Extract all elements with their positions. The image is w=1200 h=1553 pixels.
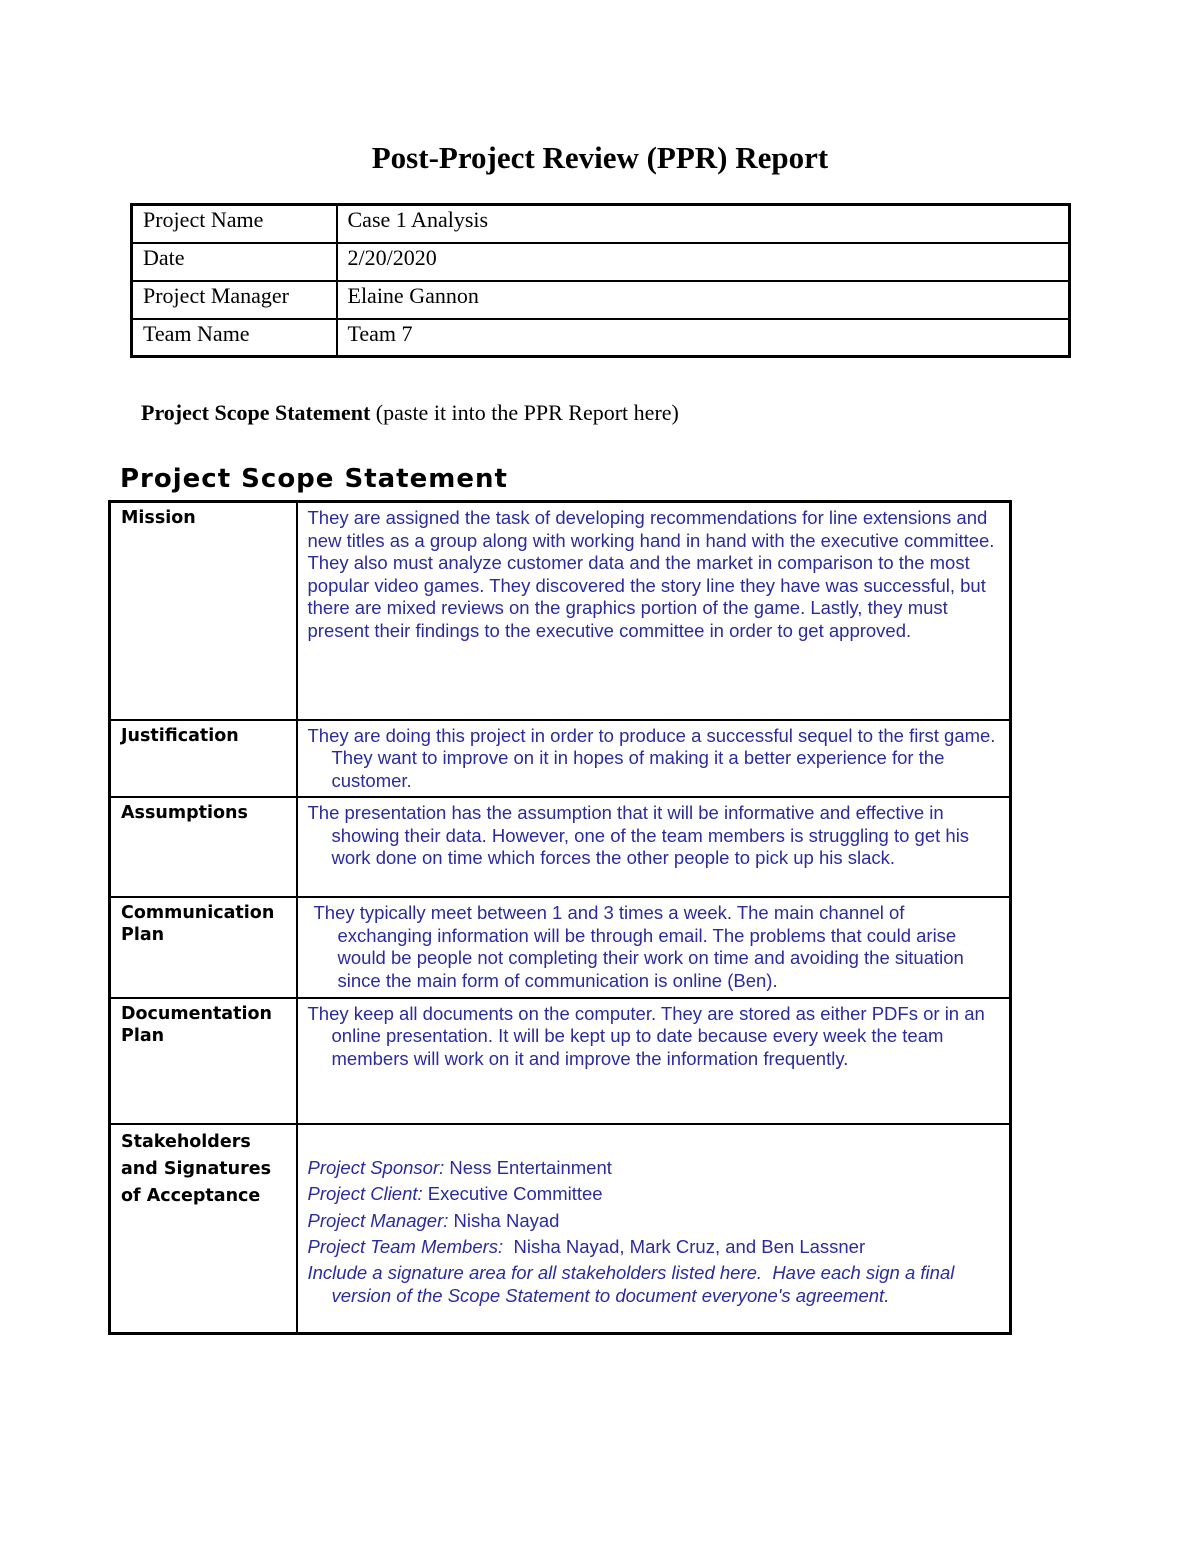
communication-text: They typically meet between 1 and 3 times a week. The main channel of exchanging information will be through email. The problems that could arise would be people not completing their work on time and avoiding the situation since the main form of communication is online (Ben). <box>313 902 964 992</box>
date-label: Date <box>132 243 337 281</box>
documentation-text: They keep all documents on the computer. They are stored as either PDFs or in an online presentation. It will be kept up to date because every week the team members will work on it and improve the information frequently. <box>307 1002 985 1069</box>
assumptions-value <box>297 797 1011 897</box>
team-name-label: Team Name <box>132 319 337 357</box>
justification-label: Justification <box>110 720 297 798</box>
table-row <box>110 502 1011 720</box>
scope-intro-rest: (paste it into the PPR Report here) <box>370 400 679 425</box>
document-title: Post-Project Review (PPR) Report <box>371 140 829 175</box>
table-row <box>110 720 1011 798</box>
table-row <box>110 998 1011 1124</box>
team-line <box>308 1234 998 1261</box>
justification-text: They are doing this project in order to produce a successful sequel to the first game. They want to improve on it in hopes of making it a better experience for the customer. <box>307 724 996 791</box>
documentation-value <box>297 998 1011 1124</box>
team-name-value: Team 7 <box>337 319 1070 357</box>
documentation-label: Documentation Plan <box>110 998 297 1124</box>
project-name-value: Case 1 Analysis <box>337 205 1070 243</box>
table-row <box>132 281 1070 319</box>
scope-intro-bold: Project Scope Statement <box>141 400 371 425</box>
manager-value: Nisha Nayad <box>448 1209 560 1231</box>
table-row <box>110 897 1011 997</box>
signature-instruction: Include a signature area for all stakeholders listed here. Have each sign a final version of the Scope Statement to document everyone's agreement. <box>307 1261 960 1306</box>
project-manager-value: Elaine Gannon <box>337 281 1070 319</box>
mission-label: Mission <box>110 502 297 720</box>
table-row <box>132 319 1070 357</box>
client-value: Executive Committee <box>422 1183 603 1205</box>
scope-table <box>108 500 1012 1335</box>
table-row <box>110 797 1011 897</box>
stakeholders-value <box>297 1124 1011 1334</box>
assumptions-label: Assumptions <box>110 797 297 897</box>
mission-text: They are assigned the task of developing recommendations for line extensions and new titles as a group along with working hand in hand with the executive committee. They also must analyze customer data and the market in comparison to the most popular video games. They discovered the story line they have was successful, but there are mixed reviews on the graphics portion of the game. Lastly, they must present their findings to the executive committee in order to get approved. <box>307 507 995 641</box>
table-row <box>132 243 1070 281</box>
project-name-label: Project Name <box>132 205 337 243</box>
scope-heading: Project Scope Statement <box>120 464 508 494</box>
communication-value <box>297 897 1011 997</box>
table-row <box>110 1124 1011 1334</box>
stakeholders-label: Stakeholders and Signatures of Acceptance <box>110 1124 297 1334</box>
scope-intro <box>141 400 679 426</box>
team-value: Nisha Nayad, Mark Cruz, and Ben Lassner <box>503 1236 866 1258</box>
table-row <box>132 205 1070 243</box>
assumptions-text: The presentation has the assumption that it will be informative and effective in showing their data. However, one of the team members is struggling to get his work done on time which forces the other people to pick up his slack. <box>307 802 970 869</box>
client-line <box>308 1181 998 1208</box>
justification-value <box>297 720 1011 798</box>
sponsor-line <box>308 1155 998 1182</box>
manager-label: Project Manager: <box>307 1209 449 1231</box>
sponsor-label: Project Sponsor: <box>307 1156 445 1178</box>
mission-value <box>297 502 1011 720</box>
project-manager-label: Project Manager <box>132 281 337 319</box>
manager-line <box>308 1208 998 1235</box>
communication-label: Communication Plan <box>110 897 297 997</box>
team-label: Project Team Members: <box>307 1236 504 1258</box>
date-value: 2/20/2020 <box>337 243 1070 281</box>
project-info-table <box>130 203 1071 358</box>
sponsor-value: Ness Entertainment <box>444 1156 612 1178</box>
client-label: Project Client: <box>307 1183 423 1205</box>
